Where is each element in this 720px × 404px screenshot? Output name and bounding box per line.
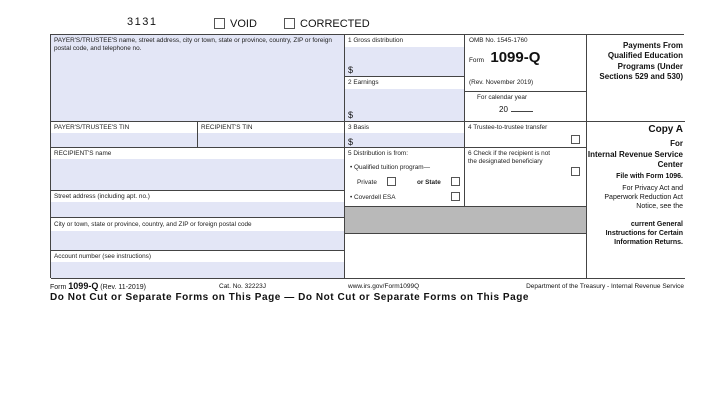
box5-state-label: or State <box>417 179 441 186</box>
box1-dollar: $ <box>348 65 354 75</box>
calendar-year-prefix: 20 <box>499 105 508 114</box>
box5-private-checkbox[interactable] <box>387 177 396 186</box>
box6-label: 6 Check if the recipient is not the designated beneficiary <box>468 150 551 165</box>
recipient-street-input[interactable] <box>51 202 344 217</box>
copy-privacy-text: For Privacy Act and Paperwork Reduction Act Notice, see the <box>604 185 683 210</box>
calendar-year-label: For calendar year <box>477 94 528 101</box>
account-number-input[interactable] <box>51 262 344 278</box>
do-not-cut-notice: Do Not Cut or Separate Forms on This Page — Do Not Cut or Separate Forms on This Page <box>50 292 530 303</box>
account-number-label: Account number (see instructions) <box>54 253 151 260</box>
recipient-name-input[interactable] <box>51 159 344 190</box>
calendar-year-underline <box>511 105 533 112</box>
form-title <box>587 35 685 122</box>
corrected-checkbox[interactable] <box>284 18 295 29</box>
footer-url: www.irs.gov/Form1099Q <box>348 283 420 290</box>
footer-cat-no: Cat. No. 32223J <box>219 283 266 290</box>
calendar-year-field[interactable] <box>499 105 559 114</box>
box4-transfer <box>465 122 587 148</box>
box1-label: 1 Gross distribution <box>348 37 404 44</box>
recipient-tin-input[interactable] <box>198 133 344 147</box>
copy-a-panel <box>587 122 685 279</box>
box2-label: 2 Earnings <box>348 79 379 86</box>
payer-info-field[interactable] <box>51 35 345 122</box>
payer-tin-input[interactable] <box>51 133 197 147</box>
recipient-tin <box>198 122 345 148</box>
account-number <box>51 251 345 279</box>
recipient-city-label: City or town, state or province, country, and ZIP or foreign postal code <box>54 221 252 228</box>
box3-input[interactable] <box>345 133 464 147</box>
form-frame <box>50 34 684 278</box>
box2-earnings <box>345 77 465 122</box>
box1-input[interactable] <box>345 47 464 76</box>
footer-revision: (Rev. 11-2019) <box>100 284 146 291</box>
recipient-street-label: Street address (including apt. no.) <box>54 193 150 200</box>
recipient-city-input[interactable] <box>51 231 344 250</box>
omb-form-title <box>469 49 587 67</box>
blank-area <box>345 234 587 279</box>
box5-state-checkbox[interactable] <box>451 177 460 186</box>
omb-number: OMB No. 1545-1760 <box>469 37 528 44</box>
box6-not-designated <box>465 148 587 207</box>
recipient-name-label: RECIPIENT'S name <box>54 150 112 157</box>
form-code: 3131 <box>127 16 158 28</box>
footer-form-id <box>50 281 146 291</box>
shaded-area <box>345 207 587 234</box>
copy-file-with: File with Form 1096. <box>616 173 683 180</box>
box3-dollar: $ <box>348 137 354 147</box>
omb-block <box>465 35 587 122</box>
footer-form-name: 1099-Q <box>68 281 99 291</box>
footer-form-label: Form <box>50 284 67 291</box>
void-checkbox[interactable] <box>214 18 225 29</box>
copy-for-label: For <box>670 139 683 148</box>
box5-option-qtp: • Qualified tuition program— <box>350 164 431 171</box>
omb-divider <box>465 91 586 92</box>
footer-department: Department of the Treasury - Internal Revenue Service <box>526 283 684 290</box>
payer-info-label: PAYER'S/TRUSTEE'S name, street address, city or town, state or province, country, ZIP or foreign postal code, and telephone no. <box>54 37 332 52</box>
box2-dollar: $ <box>348 110 354 120</box>
recipient-tin-label: RECIPIENT'S TIN <box>201 124 253 131</box>
omb-revision: (Rev. November 2019) <box>469 79 534 86</box>
form-title-text: Payments From Qualified Education Programs (Under Sections 529 and 530) <box>599 41 683 82</box>
copy-irs-center: Internal Revenue Service Center <box>587 150 683 169</box>
box5-coverdell-checkbox[interactable] <box>451 192 460 201</box>
box3-basis <box>345 122 465 148</box>
box1-gross-distribution <box>345 35 465 77</box>
box5-label: 5 Distribution is from: <box>348 150 409 157</box>
box3-label: 3 Basis <box>348 124 369 131</box>
box4-checkbox[interactable] <box>571 135 580 144</box>
box4-label: 4 Trustee-to-trustee transfer <box>468 124 548 131</box>
void-label: VOID <box>230 18 257 30</box>
payer-tin-label: PAYER'S/TRUSTEE'S TIN <box>54 124 130 131</box>
copy-a-label: Copy A <box>648 124 683 135</box>
box5-distribution-from <box>345 148 465 207</box>
recipient-city <box>51 218 345 251</box>
payer-tin <box>51 122 198 148</box>
omb-form-prefix: Form <box>469 57 484 64</box>
omb-form-name: 1099-Q <box>490 49 541 66</box>
recipient-name <box>51 148 345 191</box>
box2-input[interactable] <box>345 89 464 121</box>
recipient-street <box>51 191 345 218</box>
copy-instructions: current General Instructions for Certain Information Returns. <box>605 221 683 246</box>
corrected-label: CORRECTED <box>300 18 370 30</box>
box5-option-coverdell: • Coverdell ESA <box>350 194 396 201</box>
box6-checkbox[interactable] <box>571 167 580 176</box>
box5-private-label: Private <box>357 179 377 186</box>
